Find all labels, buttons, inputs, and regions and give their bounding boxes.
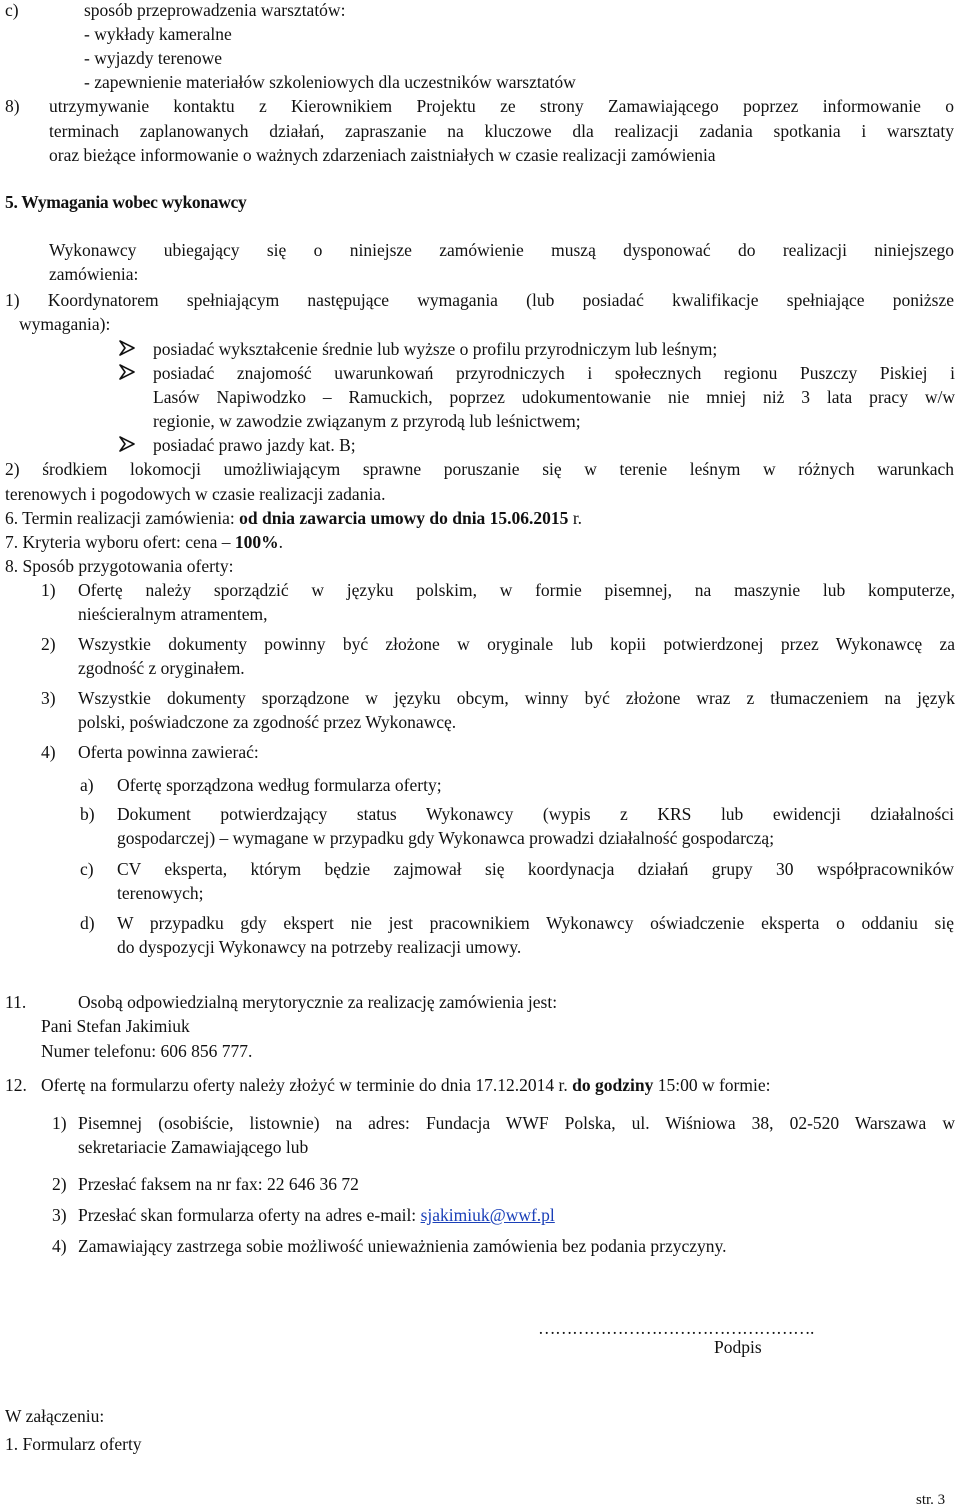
sub-list-text: Ofertę sporządzona według formularza oferty;: [117, 775, 442, 795]
list-item-text: - wykłady kameralne: [84, 24, 232, 44]
sub-list-text: Dokument potwierdzający status Wykonawcy (wypis z KRS lub ewidencji działalności: [117, 804, 954, 824]
section-text: Osobą odpowiedzialną merytorycznie za realizację zamówienia jest:: [78, 992, 558, 1012]
section-7: 7. Kryteria wyboru ofert: cena – 100%.: [5, 532, 283, 552]
list-item-text: sekretariacie Zamawiającego lub: [78, 1137, 309, 1157]
list-label: 1): [52, 1113, 67, 1133]
list-label: 4): [52, 1236, 67, 1256]
email-link[interactable]: sjakimiuk@wwf.pl: [420, 1205, 555, 1225]
list-item-text: Oferta powinna zawierać:: [78, 742, 259, 762]
bullet-text: posiadać prawo jazdy kat. B;: [153, 435, 356, 455]
sub-list-text: W przypadku gdy ekspert nie jest pracownikiem Wykonawcy oświadczenie eksperta o oddaniu się: [117, 913, 954, 933]
signature-label: Podpis: [714, 1337, 762, 1357]
list-label-c: c): [5, 0, 19, 20]
sub-list-text: do dyspozycji Wykonawcy na potrzeby realizacji umowy.: [117, 937, 522, 957]
arrow-bullet-icon: [118, 364, 136, 380]
attachments-heading: W załączeniu:: [5, 1406, 105, 1426]
paragraph-line: terminach zaplanowanych działań, zapraszanie na kluczowe dla realizacji zadania spotkania i warsztaty: [49, 121, 954, 141]
list-item-text: Przesłać skan formularza oferty na adres e-mail: sjakimiuk@wwf.pl: [78, 1205, 555, 1225]
sub-list-label: a): [80, 775, 94, 795]
sub-list-label: c): [80, 859, 94, 879]
paragraph-line: oraz bieżące informowanie o ważnych zdarzeniach zaistniałych w czasie realizacji zamówienia: [49, 145, 716, 165]
page-number: str. 3: [916, 1492, 946, 1508]
list-item-text: Zamawiający zastrzega sobie możliwość unieważnienia zamówienia bez podania przyczyny.: [78, 1236, 727, 1256]
paragraph-line: 2) środkiem lokomocji umożliwiającym sprawne poruszanie się w terenie leśnym w różnych warunkach: [5, 459, 954, 479]
list-label: 2): [41, 634, 56, 654]
list-item-text: Wszystkie dokumenty sporządzone w języku obcym, winny być złożone wraz z tłumaczeniem na język: [78, 688, 955, 708]
list-label: 1): [41, 580, 56, 600]
section-text: Ofertę na formularzu oferty należy złożyć w terminie do dnia 17.12.2014 r. do godziny 15:00 w formie:: [41, 1075, 771, 1095]
section-6: 6. Termin realizacji zamówienia: od dnia zawarcia umowy do dnia 15.06.2015 r.: [5, 508, 583, 528]
bullet-text: posiadać wykształcenie średnie lub wyższe o profilu przyrodniczym lub leśnym;: [153, 339, 718, 359]
list-item-text: - zapewnienie materiałów szkoleniowych dla uczestników warsztatów: [84, 72, 576, 92]
sub-list-label: d): [80, 913, 95, 933]
arrow-bullet-icon: [118, 436, 136, 452]
contact-phone: Numer telefonu: 606 856 777.: [41, 1041, 253, 1061]
sub-list-text: CV eksperta, którym będzie zajmował się koordynacja działań grupy 30 współpracowników: [117, 859, 954, 879]
list-item-text: sposób przeprowadzenia warsztatów:: [84, 0, 346, 20]
list-item-text: Przesłać faksem na nr fax: 22 646 36 72: [78, 1174, 359, 1194]
bullet-text: posiadać znajomość uwarunkowań przyrodniczych i społecznych regionu Puszczy Piskiej i: [153, 363, 955, 383]
list-item-text: Pisemnej (osobiście, listownie) na adres: Fundacja WWF Polska, ul. Wiśniowa 38, 02-520 Warszawa w: [78, 1113, 955, 1133]
section-label: 12.: [5, 1075, 27, 1095]
paragraph-line: utrzymywanie kontaktu z Kierownikiem Projektu ze strony Zamawiającego poprzez informowanie o: [49, 96, 954, 116]
section-heading: 5. Wymagania wobec wykonawcy: [5, 192, 247, 212]
paragraph-line: terenowych i pogodowych w czasie realizacji zadania.: [5, 484, 386, 504]
signature-line: ………………………………………….: [538, 1318, 814, 1338]
bullet-text: regionie, w zawodzie związanym z przyrodą lub leśnictwem;: [153, 411, 581, 431]
list-label: 3): [41, 688, 56, 708]
paragraph-line: 1) Koordynatorem spełniającym następujące wymagania (lub posiadać kwalifikacje spełniające poniższe: [5, 290, 954, 310]
paragraph-line: zamówienia:: [49, 264, 139, 284]
sub-list-label: b): [80, 804, 95, 824]
sub-list-text: gospodarczej) – wymagane w przypadku gdy Wykonawca prowadzi działalność gospodarczą;: [117, 828, 775, 848]
section-label: 11.: [5, 992, 27, 1012]
arrow-bullet-icon: [118, 340, 136, 356]
list-item-text: nieścieralnym atramentem,: [78, 604, 268, 624]
contact-name: Pani Stefan Jakimiuk: [41, 1016, 190, 1036]
list-item-text: Ofertę należy sporządzić w języku polskim, w formie pisemnej, na maszynie lub komputerze,: [78, 580, 955, 600]
list-item-text: - wyjazdy terenowe: [84, 48, 222, 68]
section-heading: 8. Sposób przygotowania oferty:: [5, 556, 234, 576]
list-item-text: Wszystkie dokumenty powinny być złożone w oryginale lub kopii potwierdzonej przez Wykonawcę za: [78, 634, 955, 654]
bullet-text: Lasów Napiwodzko – Ramuckich, poprzez udokumentowanie nie mniej niż 3 lata pracy w/w: [153, 387, 955, 407]
paragraph-line: wymagania):: [19, 314, 111, 334]
list-item-text: polski, poświadczone za zgodność przez Wykonawcę.: [78, 712, 457, 732]
list-label-8: 8): [5, 96, 20, 116]
list-item-text: zgodność z oryginałem.: [78, 658, 245, 678]
attachment-item: 1. Formularz oferty: [5, 1434, 142, 1454]
list-label: 4): [41, 742, 56, 762]
list-label: 2): [52, 1174, 67, 1194]
paragraph-line: Wykonawcy ubiegający się o niniejsze zamówienie muszą dysponować do realizacji niniejszego: [49, 240, 954, 260]
list-label: 3): [52, 1205, 67, 1225]
sub-list-text: terenowych;: [117, 883, 204, 903]
